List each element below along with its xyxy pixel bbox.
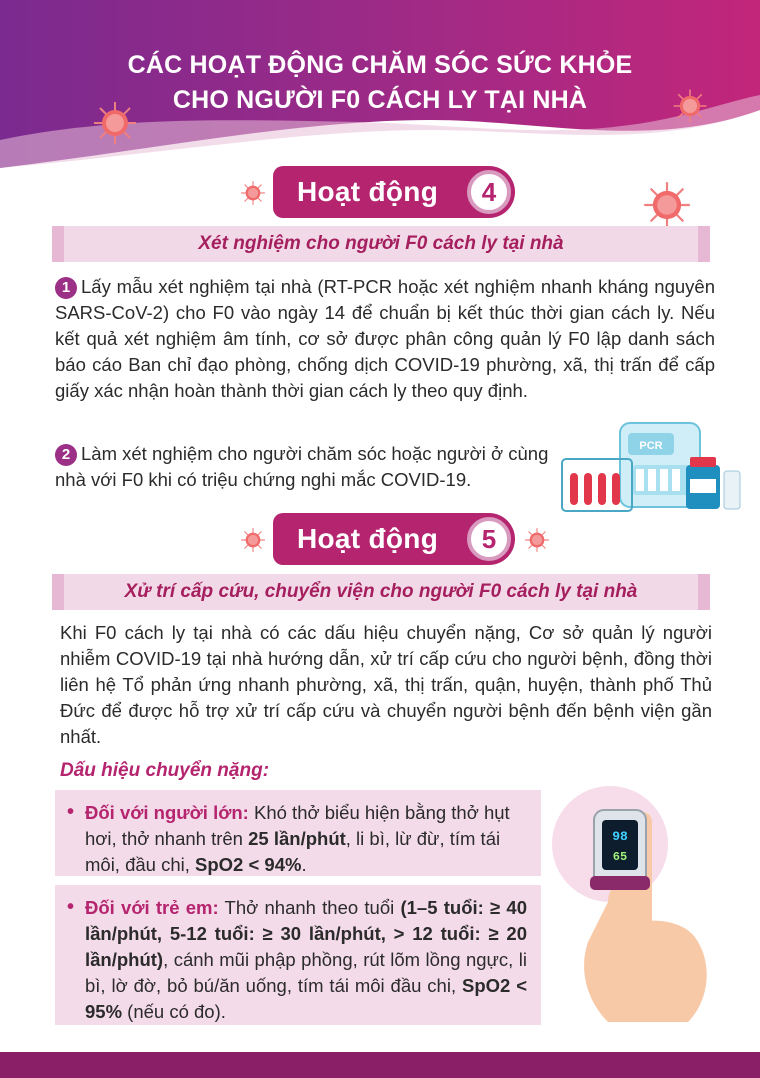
activity-4-item-1 — [55, 274, 715, 404]
section-title-5: Xử trí cấp cứu, chuyển viện cho người F0 cách ly tại nhà — [124, 581, 638, 602]
item-number-badge: 2 — [55, 444, 77, 466]
virus-icon — [524, 527, 550, 553]
section-title-bar-5 — [52, 574, 710, 610]
adult-lead: Đối với người lớn: — [85, 802, 249, 823]
adult-text-1: Khó thở biểu hiện bằng thở hụt hơi, thở nhanh trên — [85, 802, 510, 849]
item-number-badge: 1 — [55, 277, 77, 299]
activity-5-paragraph: Khi F0 cách ly tại nhà có các dấu hiệu chuyển nặng, Cơ sở quản lý người nhiễm COVID-19 tại nhà hướng dẫn, xử trí cấp cứu cho người bệnh, đồng thời liên hệ Tổ phản ứng nhanh phường, xã, thị trấn, quận, huyện, thành phố Thủ Đức để được hỗ trợ xử trí cấp cứu và chuyển người bệnh đến bệnh viện gần nhất. — [60, 622, 712, 747]
oximeter-reading-2: 65 — [612, 850, 628, 864]
severe-signs-title: Dấu hiệu chuyển nặng: — [60, 760, 270, 781]
virus-icon — [240, 527, 266, 553]
child-text-3: (nếu có đo). — [122, 1001, 226, 1022]
activity-5-label: Hoạt động — [297, 523, 439, 554]
child-bold-1: (1–5 tuổi: ≥ 40 lần/phút, 5-12 tuổi: ≥ 30 lần/phút, > 12 tuổi: ≥ 20 lần/phút) — [85, 897, 527, 970]
section-title-bar-4 — [52, 226, 710, 262]
item-2-text: Làm xét nghiệm cho người chăm sóc hoặc người ở cùng nhà với F0 khi có triệu chứng nghi mắc COVID-19. — [55, 443, 549, 490]
adult-text-2: , li bì, lừ đừ, tím tái môi, đầu chi, — [85, 828, 501, 875]
child-text-2: , cánh mũi phập phồng, rút lõm lồng ngực, li bì, lờ đờ, bỏ bú/ăn uống, tím tái môi đầu chi, — [85, 949, 527, 996]
adult-bold-2: SpO2 < 94% — [195, 854, 302, 875]
activity-4-item-2 — [55, 441, 557, 493]
section-title-4: Xét nghiệm cho người F0 cách ly tại nhà — [198, 233, 564, 254]
bullet-icon: • — [67, 896, 75, 918]
title-line-1: CÁC HOẠT ĐỘNG CHĂM SÓC SỨC KHỎE — [127, 51, 633, 79]
footer-band — [0, 1052, 760, 1078]
title-line-2: CHO NGƯỜI F0 CÁCH LY TẠI NHÀ — [172, 86, 588, 114]
item-1-text: Lấy mẫu xét nghiệm tại nhà (RT-PCR hoặc xét nghiệm nhanh kháng nguyên SARS-CoV-2) cho F0 vào ngày 14 để chuẩn bị kết thúc thời gian cách ly. Nếu kết quả xét nghiệm âm tính, cơ sở được phân công quản lý F0 lập danh sách báo cáo Ban chỉ đạo phòng, chống dịch COVID-19 phường, xã, thị trấn để cấp giấy xác nhận hoàn thành thời gian cách ly theo quy định. — [55, 276, 715, 401]
virus-icon — [642, 180, 692, 230]
pcr-test-illustration — [560, 415, 750, 515]
oximeter-reading-1: 98 — [612, 829, 628, 844]
child-lead: Đối với trẻ em: — [85, 897, 219, 918]
activity-4-number: 4 — [467, 170, 511, 214]
virus-icon — [240, 180, 266, 206]
virus-icon — [92, 100, 138, 146]
activity-4-label: Hoạt động — [297, 176, 439, 207]
adult-text-3: . — [301, 854, 307, 875]
header-banner — [0, 0, 760, 175]
pulse-oximeter-illustration — [548, 772, 748, 1030]
adult-signs-box — [55, 790, 541, 876]
bullet-icon: • — [67, 801, 75, 823]
activity-5-badge — [273, 513, 515, 565]
pcr-machine-label: PCR — [639, 440, 663, 452]
activity-5-number: 5 — [467, 517, 511, 561]
virus-icon — [672, 88, 708, 124]
activity-4-badge — [273, 166, 515, 218]
child-text-1: Thở nhanh theo tuổi — [218, 897, 401, 918]
adult-bold-1: 25 lần/phút — [248, 828, 346, 849]
child-signs-box — [55, 885, 541, 1025]
child-bold-2: SpO2 < 95% — [85, 975, 527, 1022]
